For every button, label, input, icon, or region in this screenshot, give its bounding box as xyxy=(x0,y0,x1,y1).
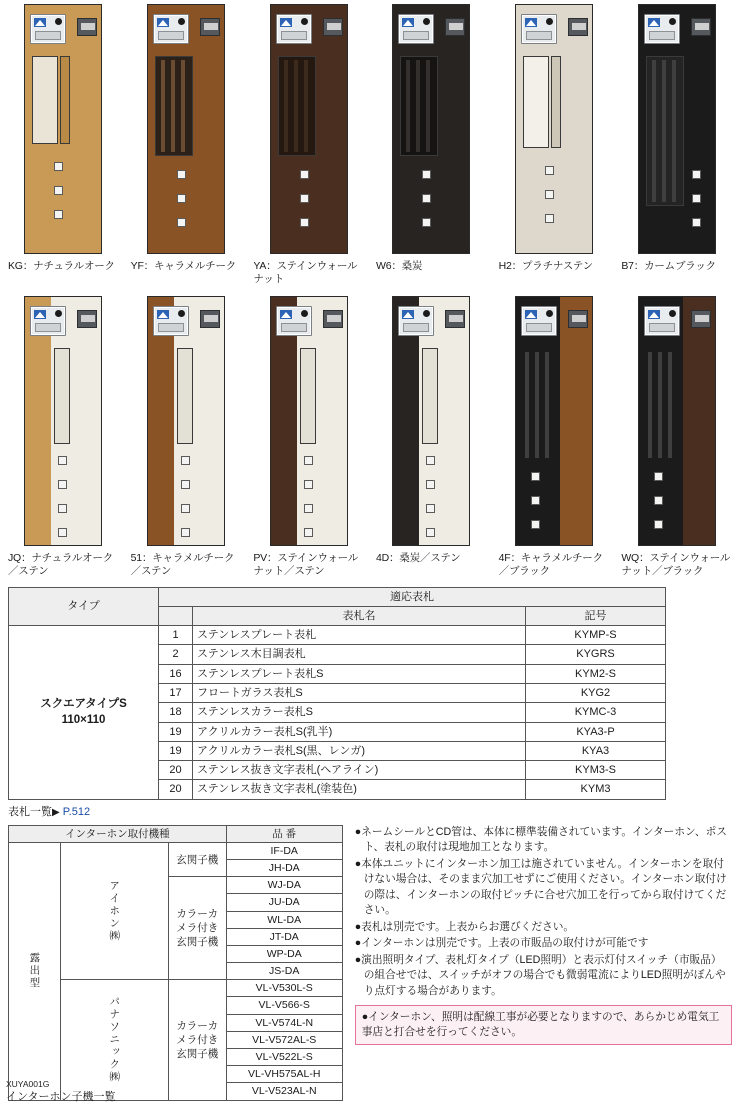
product-image xyxy=(251,4,366,256)
model-code: JU-DA xyxy=(226,894,342,911)
row-name: フロートガラス表札S xyxy=(193,683,526,702)
product-caption: KG：ナチュラルオーク xyxy=(8,260,115,272)
model-code: JS-DA xyxy=(226,963,342,980)
product-caption: 4D：桑炭／ステン xyxy=(375,552,461,565)
row-name: ステンレスカラー表札S xyxy=(193,703,526,722)
product-caption: JQ：ナチュラルオーク／ステン xyxy=(8,552,114,578)
subgroup-label: 玄関子機 xyxy=(168,842,226,876)
model-code: WP-DA xyxy=(226,945,342,962)
product-image xyxy=(374,4,489,256)
intercom-unit-icon xyxy=(153,14,189,44)
product-cell xyxy=(6,296,121,578)
lock-unit-icon xyxy=(568,310,588,328)
document-code: XUYA001G xyxy=(6,1079,50,1089)
lock-unit-icon xyxy=(200,310,220,328)
row-name: アクリルカラー表札S(黒、レンガ) xyxy=(193,741,526,760)
nameplate-table xyxy=(8,587,666,800)
lock-unit-icon xyxy=(323,310,343,328)
model-code: IF-DA xyxy=(226,842,342,859)
intercom-unit-icon xyxy=(521,14,557,44)
product-caption: 51：キャラメルチーク／ステン xyxy=(130,552,235,578)
note-item: ●演出照明タイプ、表札灯タイプ（LED照明）と表示灯付スイッチ（市販品）の組合せでは、スイッチがオフの場合でも微弱電流によりLED照明がぼんやり点灯する場合があります。 xyxy=(354,953,726,997)
row-name: ステンレス抜き文字表札(塗装色) xyxy=(193,780,526,799)
product-image xyxy=(619,4,734,256)
table-row xyxy=(9,626,666,645)
intercom-unit-icon xyxy=(30,14,66,44)
row-index: 20 xyxy=(159,761,193,780)
product-caption: 4F：キャラメルチーク／ブラック xyxy=(498,552,603,578)
row-code: KYA3-P xyxy=(526,722,666,741)
row-index: 17 xyxy=(159,683,193,702)
row-index: 18 xyxy=(159,703,193,722)
col-group-header: 適応表札 xyxy=(159,587,666,606)
product-image xyxy=(129,296,244,548)
subgroup-label: カラーカメラ付き玄関子機 xyxy=(168,980,226,1100)
product-image xyxy=(6,296,121,548)
warning-note-box: ●インターホン、照明は配線工事が必要となりますので、あらかじめ電気工事店と打合せを行ってください。 xyxy=(355,1005,732,1045)
model-code: VL-V572AL-S xyxy=(226,1031,342,1048)
row-code: KYM3-S xyxy=(526,761,666,780)
intercom-table-title: インターホン取付機種 xyxy=(9,825,227,842)
row-code: KYM3 xyxy=(526,780,666,799)
nameplate-list-link[interactable] xyxy=(8,803,740,819)
model-code: JH-DA xyxy=(226,860,342,877)
model-code: VL-V523AL-N xyxy=(226,1083,342,1100)
col-name: 表札名 xyxy=(193,606,526,625)
notes-block xyxy=(351,825,732,1101)
lock-unit-icon xyxy=(691,18,711,36)
model-code: WJ-DA xyxy=(226,877,342,894)
product-image xyxy=(374,296,489,548)
type-label-line2: 110×110 xyxy=(61,714,106,727)
row-code: KYGRS xyxy=(526,645,666,664)
product-grid-row-1 xyxy=(0,0,740,286)
col-type: タイプ xyxy=(9,587,159,626)
model-code: VL-V530L-S xyxy=(226,980,342,997)
model-code: VL-VH575AL-H xyxy=(226,1066,342,1083)
product-grid-row-2 xyxy=(0,292,740,578)
lock-unit-icon xyxy=(691,310,711,328)
model-code: JT-DA xyxy=(226,928,342,945)
intercom-unit-icon xyxy=(521,306,557,336)
arrow-right-icon: ▶ xyxy=(52,806,60,818)
row-name: ステンレスプレート表札 xyxy=(193,626,526,645)
lock-unit-icon xyxy=(77,310,97,328)
brand-panasonic: パナソニック㈱ xyxy=(60,980,168,1100)
note-item: ●本体ユニットにインターホン加工は施されていません。インターホンを取付けない場合は、そのまま穴加工せずにご使用ください。インターホン取付けの際は、インターホンの取付ピッチに合せ穴加工を行ってから取付けてください。 xyxy=(354,857,727,917)
product-cell xyxy=(619,296,734,578)
row-code: KYG2 xyxy=(526,683,666,702)
product-caption: YA：ステインウォールナット xyxy=(253,260,358,286)
product-cell xyxy=(497,4,612,286)
type-cell xyxy=(9,626,159,800)
model-code: VL-V574L-N xyxy=(226,1014,342,1031)
row-name: ステンレスプレート表札S xyxy=(193,664,526,683)
intercom-unit-icon xyxy=(398,306,434,336)
table-row xyxy=(9,842,343,859)
intercom-table xyxy=(8,825,343,1101)
page-reference[interactable]: P.512 xyxy=(62,805,91,818)
product-image xyxy=(497,296,612,548)
intercom-unit-icon xyxy=(644,306,680,336)
row-index: 19 xyxy=(159,741,193,760)
product-image xyxy=(6,4,121,256)
intercom-unit-icon xyxy=(276,306,312,336)
intercom-unit-icon xyxy=(398,14,434,44)
product-cell xyxy=(251,4,366,286)
model-code: VL-V522L-S xyxy=(226,1049,342,1066)
row-index: 1 xyxy=(159,626,193,645)
brand-aiphone: アイホン㈱ xyxy=(60,842,168,979)
col-model: 品 番 xyxy=(226,825,342,842)
product-caption: W6：桑炭 xyxy=(375,260,423,272)
product-cell xyxy=(129,296,244,578)
intercom-unit-icon xyxy=(30,306,66,336)
row-index: 19 xyxy=(159,722,193,741)
row-index: 16 xyxy=(159,664,193,683)
model-code: VL-V566-S xyxy=(226,997,342,1014)
intercom-unit-icon xyxy=(153,306,189,336)
intercom-unit-icon xyxy=(644,14,680,44)
product-caption: PV：ステインウォールナット／ステン xyxy=(253,552,359,578)
footer-label: インターホン子機一覧 xyxy=(6,1091,116,1103)
lock-unit-icon xyxy=(445,18,465,36)
row-code: KYMP-S xyxy=(526,626,666,645)
table-header-row xyxy=(9,587,666,606)
note-item: ●表札は別売です。上表からお選びください。 xyxy=(354,920,575,933)
product-caption: B7：カームブラック xyxy=(621,260,716,272)
product-cell xyxy=(619,4,734,286)
product-image xyxy=(497,4,612,256)
subgroup-label: カラーカメラ付き玄関子機 xyxy=(168,877,226,980)
col-index xyxy=(159,606,193,625)
product-cell xyxy=(6,4,121,286)
table-header-row xyxy=(9,825,343,842)
col-code: 記号 xyxy=(526,606,666,625)
lock-unit-icon xyxy=(568,18,588,36)
link-text: 表札一覧 xyxy=(8,805,52,818)
row-name: ステンレス抜き文字表札(ヘアライン) xyxy=(193,761,526,780)
row-code: KYM2-S xyxy=(526,664,666,683)
row-index: 20 xyxy=(159,780,193,799)
product-cell xyxy=(129,4,244,286)
model-code: WL-DA xyxy=(226,911,342,928)
bottom-section xyxy=(0,819,740,1101)
row-index: 2 xyxy=(159,645,193,664)
row-name: ステンレス木目調表札 xyxy=(193,645,526,664)
note-item: ●インターホンは別売です。上表の市販品の取付けが可能です xyxy=(354,937,649,950)
note-item: ●ネームシールとCD管は、本体に標準装備されています。インターホン、ポスト、表札の取付は現地加工となります。 xyxy=(354,825,727,854)
product-cell xyxy=(497,296,612,578)
row-name: アクリルカラー表札S(乳半) xyxy=(193,722,526,741)
row-code: KYMC-3 xyxy=(526,703,666,722)
product-caption: WQ：ステインウォールナット／ブラック xyxy=(621,552,731,578)
product-caption: YF：キャラメルチーク xyxy=(130,260,237,272)
intercom-unit-icon xyxy=(276,14,312,44)
product-cell xyxy=(374,296,489,578)
product-caption: H2：プラチナステン xyxy=(498,260,593,272)
product-image xyxy=(129,4,244,256)
product-image xyxy=(251,296,366,548)
type-label-line1: スクエアタイプS xyxy=(40,698,127,711)
lock-unit-icon xyxy=(323,18,343,36)
lock-unit-icon xyxy=(445,310,465,328)
product-cell xyxy=(374,4,489,286)
lock-unit-icon xyxy=(200,18,220,36)
vertical-label-exposed: 露出型 xyxy=(9,842,61,1100)
product-image xyxy=(619,296,734,548)
lock-unit-icon xyxy=(77,18,97,36)
row-code: KYA3 xyxy=(526,741,666,760)
product-cell xyxy=(251,296,366,578)
